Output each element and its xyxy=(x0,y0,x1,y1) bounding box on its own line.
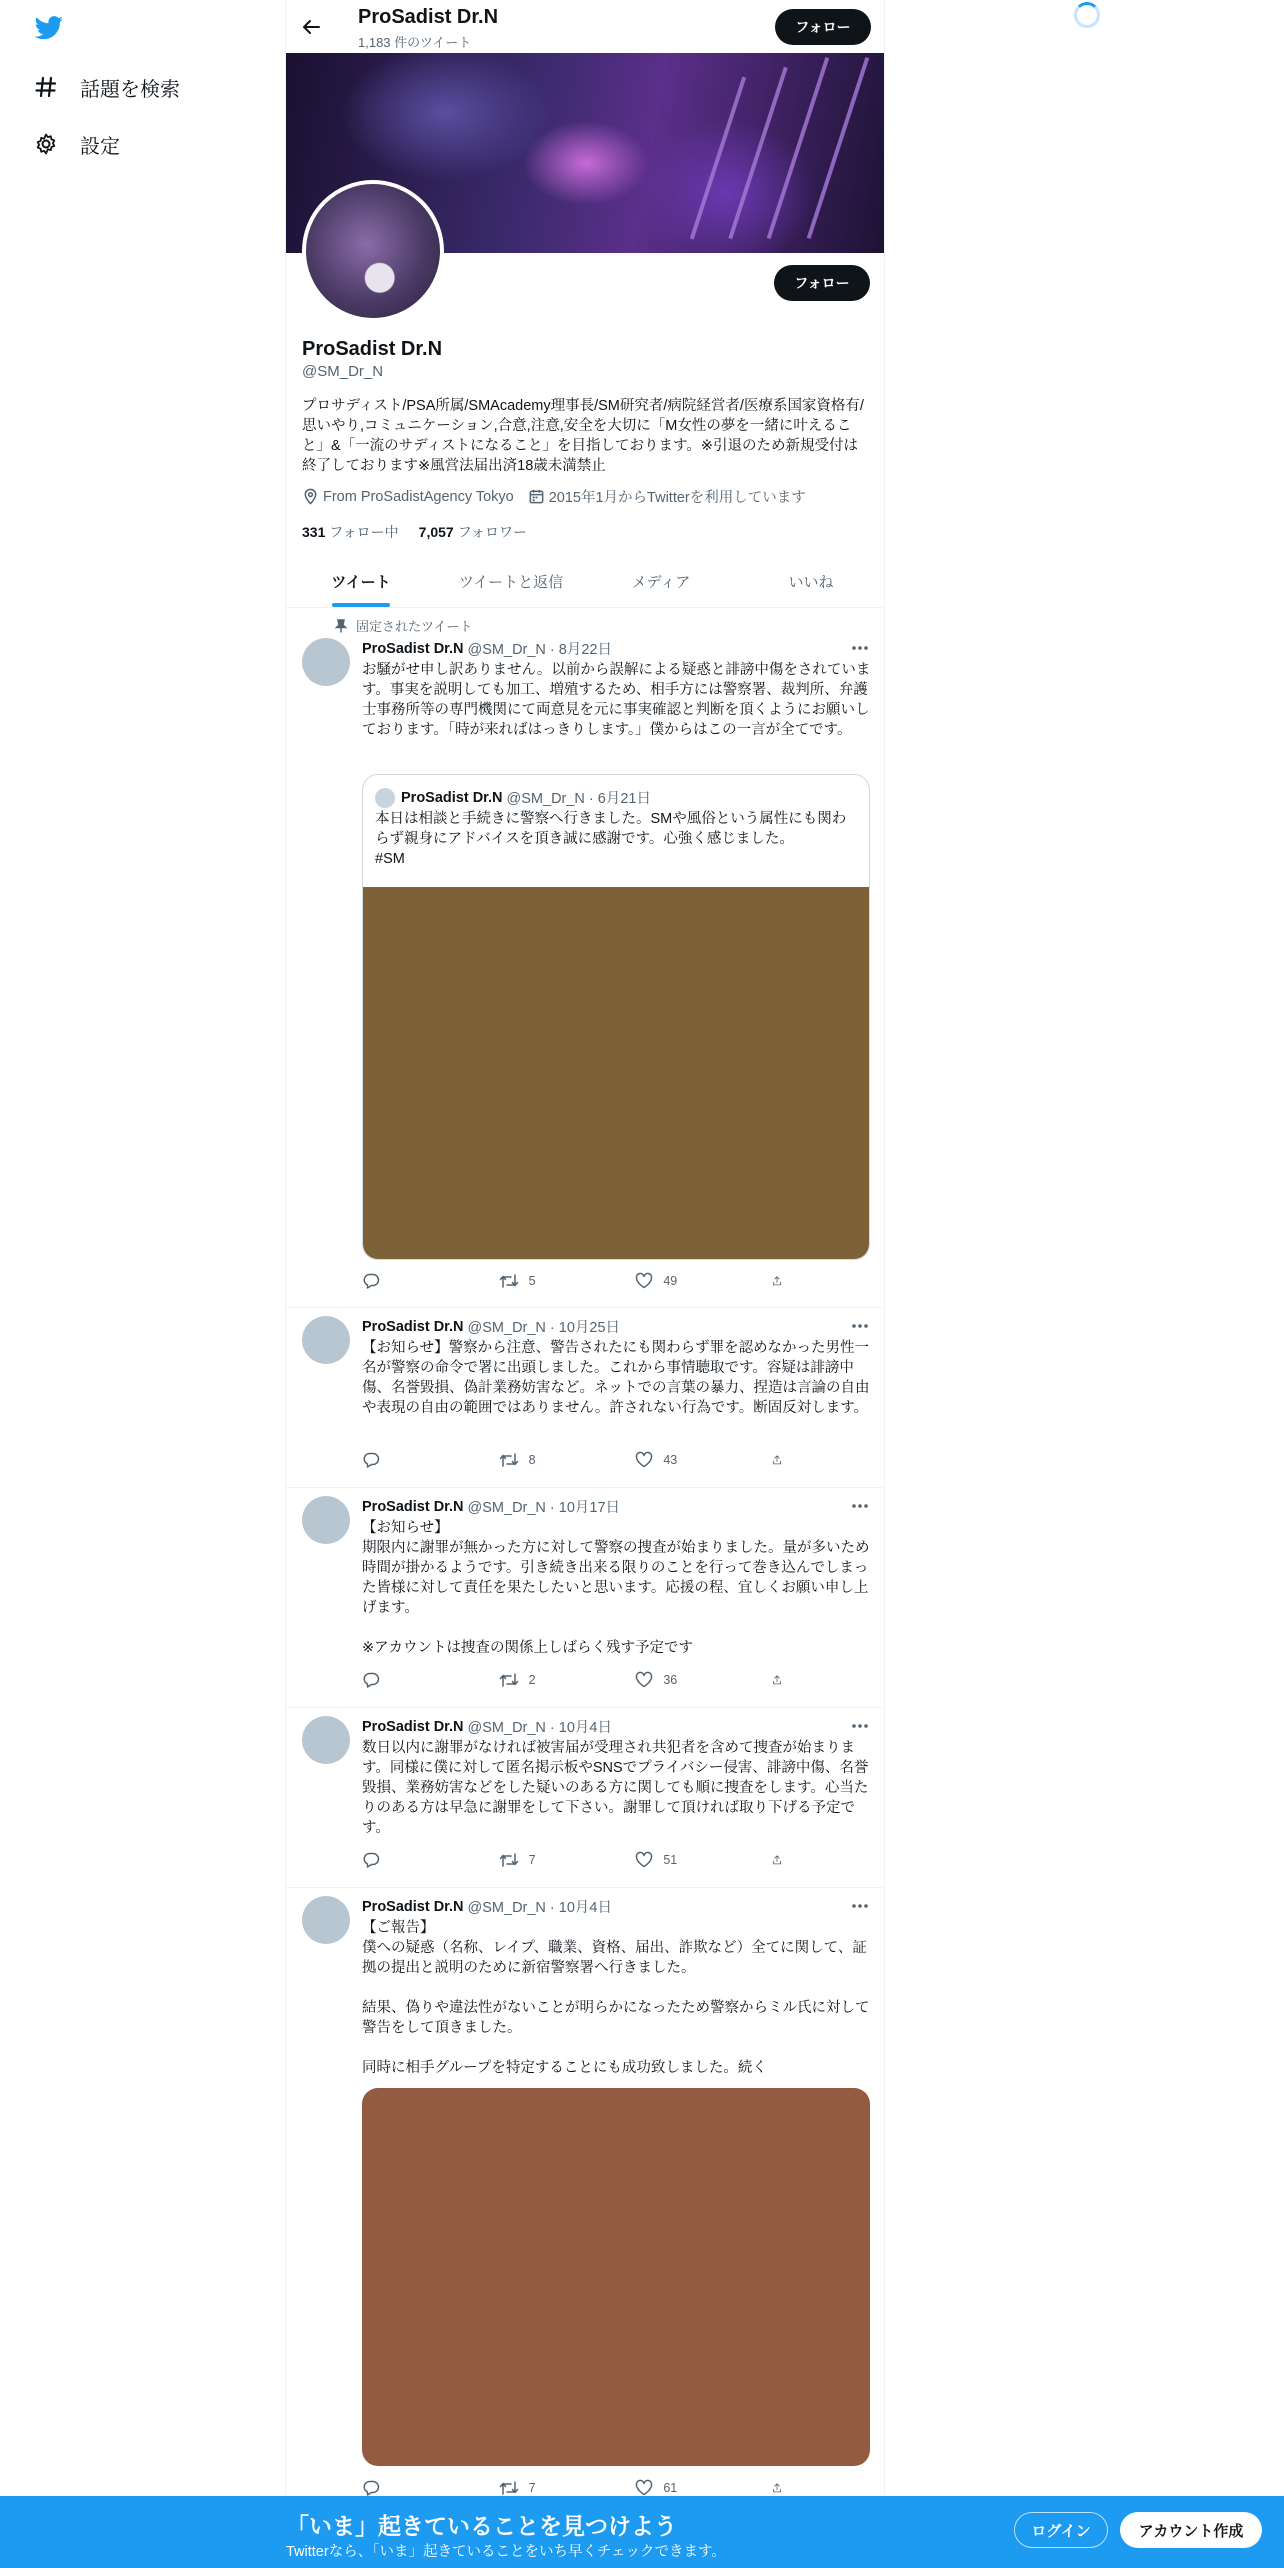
tweet-header xyxy=(362,1496,620,1517)
retweet-button[interactable] xyxy=(499,1271,599,1291)
profile-column xyxy=(285,0,885,2568)
reply-button[interactable] xyxy=(362,1271,462,1291)
followers-label: フォロワー xyxy=(457,524,528,540)
quoted-tweet-avatar xyxy=(375,788,395,808)
reply-icon xyxy=(362,2479,380,2497)
nav-explore[interactable] xyxy=(34,67,180,107)
profile-bio: プロサディスト/PSA所属/SMAcademy理事長/SM研究者/病院経営者/医療系国家資格有/思いやり,コミュニケーション,合意,注意,安全を大切に「M女性の夢を一緒に叶えること」&「一流のサディストになること」を目指しております。※引退のため新規受付は終了しております※風営法届出済18歳未満禁止 xyxy=(302,398,864,474)
more-options-icon[interactable] xyxy=(850,1496,870,1516)
tab-tweets[interactable]: ツイート xyxy=(286,555,436,607)
share-button[interactable] xyxy=(772,1450,792,1470)
header-follow-button[interactable]: フォロー xyxy=(775,9,871,45)
tweet-item[interactable] xyxy=(286,1708,885,1888)
retweet-icon xyxy=(499,2479,519,2497)
location-pin-icon xyxy=(302,488,319,505)
tweet-handle-date[interactable]: @SM_Dr_N · 8月22日 xyxy=(467,642,612,658)
tweet-text: お騒がせ申し訳ありません。以前から誤解による疑惑と誹謗中傷をされています。事実を説明しても加工、増殖するため、相手方には警察署、裁判所、弁護士事務所等の専門機関にて両意見を元に事実確認と判断を頂くようにお願いしております。「時が来ればはっきりします。」僕からはこの一言が全てです。 xyxy=(362,662,871,738)
tweet-handle-date[interactable]: @SM_Dr_N · 10月17日 xyxy=(467,1500,621,1516)
header-profile-name: ProSadist Dr.N xyxy=(358,6,499,28)
share-button[interactable] xyxy=(772,1271,792,1291)
pin-icon xyxy=(334,619,348,633)
share-icon xyxy=(772,1671,782,1689)
loading-spinner-icon xyxy=(1074,2,1100,28)
profile-tabs xyxy=(286,555,885,608)
tweet-avatar[interactable] xyxy=(302,1496,350,1544)
tweet-actions xyxy=(362,2478,792,2498)
tab-likes[interactable]: いいね xyxy=(788,573,834,591)
profile-stats xyxy=(302,522,547,542)
more-options-icon[interactable] xyxy=(850,638,870,658)
share-button[interactable] xyxy=(772,1670,792,1690)
retweet-count: 2 xyxy=(528,1673,536,1687)
hashtag-icon xyxy=(34,75,58,99)
more-options-icon[interactable] xyxy=(850,1896,870,1916)
like-count: 61 xyxy=(663,2481,678,2495)
like-count: 43 xyxy=(663,1453,678,1467)
tweet-avatar[interactable] xyxy=(302,638,350,686)
like-button[interactable] xyxy=(635,1450,735,1470)
heart-icon xyxy=(635,1272,653,1290)
reply-button[interactable] xyxy=(362,2478,462,2498)
nav-settings-label: 設定 xyxy=(80,135,120,158)
profile-avatar[interactable] xyxy=(302,180,444,322)
tweet-text: 【お知らせ】 期限内に謝罪が無かった方に対して警察の捜査が始まりました。量が多いため時間が掛かるようです。引き続き出来る限りのことを行って巻き込んでしまった皆様に対して責任を果たしたいと思います。応援の程、宜しくお願い申し上げます。 ※アカウントは捜査の関係上しばらく残す予定です xyxy=(362,1520,870,1656)
share-icon xyxy=(772,1272,782,1290)
profile-name: ProSadist Dr.N xyxy=(302,338,443,360)
profile-joined xyxy=(528,486,806,507)
profile-handle: @SM_Dr_N xyxy=(302,363,384,380)
reply-button[interactable] xyxy=(362,1670,462,1690)
retweet-count: 7 xyxy=(528,1853,536,1867)
tweet-avatar[interactable] xyxy=(302,1896,350,1944)
retweet-button[interactable] xyxy=(499,1850,599,1870)
quoted-author-name: ProSadist Dr.N xyxy=(401,789,503,806)
tweet-item[interactable] xyxy=(286,1308,885,1488)
tweet-avatar[interactable] xyxy=(302,1316,350,1364)
share-button[interactable] xyxy=(772,2478,792,2498)
tweet-header xyxy=(362,1716,612,1737)
like-button[interactable] xyxy=(635,2478,735,2498)
like-count: 51 xyxy=(663,1853,678,1867)
pinned-indicator xyxy=(334,616,472,635)
pinned-label: 固定されたツイート xyxy=(356,619,473,634)
tweet-author-name[interactable]: ProSadist Dr.N xyxy=(362,1318,464,1335)
share-button[interactable] xyxy=(772,1850,792,1870)
tweet-avatar[interactable] xyxy=(302,1716,350,1764)
quoted-handle-date: @SM_Dr_N · 6月21日 xyxy=(506,791,651,807)
tweet-author-name[interactable]: ProSadist Dr.N xyxy=(362,1718,464,1735)
retweet-icon xyxy=(499,1451,519,1469)
reply-icon xyxy=(362,1851,380,1869)
following-count: 331 xyxy=(302,524,326,540)
tab-tweets-and-replies[interactable]: ツイートと返信 xyxy=(458,573,564,591)
profile-joined-text: 2015年1月からTwitterを利用しています xyxy=(548,490,806,506)
tweet-actions xyxy=(362,1271,792,1291)
tweet-item[interactable] xyxy=(286,1888,885,2508)
like-button[interactable] xyxy=(635,1850,735,1870)
tweet-media[interactable] xyxy=(362,2088,870,2466)
tweet-header xyxy=(362,1316,620,1337)
gear-icon xyxy=(34,132,58,156)
signup-button[interactable]: アカウント作成 xyxy=(1120,2512,1262,2548)
follow-button[interactable]: フォロー xyxy=(774,265,870,301)
profile-location xyxy=(302,488,514,505)
heart-icon xyxy=(635,1451,653,1469)
tweet-author-name[interactable]: ProSadist Dr.N xyxy=(362,1898,464,1915)
retweet-icon xyxy=(499,1671,519,1689)
followers-count: 7,057 xyxy=(418,524,454,540)
left-sidebar xyxy=(0,0,286,200)
twitter-bird-icon[interactable] xyxy=(34,16,64,40)
signup-banner-title: 「いま」起きていることを見つけよう xyxy=(286,2513,677,2539)
like-button[interactable] xyxy=(635,1271,735,1291)
quoted-tweet-text: 本日は相談と手続きに警察へ行きました。SMや風俗という属性にも関わらず親身にアドバイスを頂き誠に感謝です。心強く感じました。 #SM xyxy=(375,811,847,867)
tweet-author-name[interactable]: ProSadist Dr.N xyxy=(362,640,464,657)
tab-media[interactable]: メディア xyxy=(631,573,691,591)
retweet-button[interactable] xyxy=(499,2478,599,2498)
heart-icon xyxy=(635,1851,653,1869)
profile-location-text: From ProSadistAgency Tokyo xyxy=(323,488,514,505)
tweet-header xyxy=(362,1896,612,1917)
following-label: フォロー中 xyxy=(329,524,399,540)
reply-icon xyxy=(362,1671,380,1689)
share-icon xyxy=(772,1451,782,1469)
quoted-tweet-media[interactable] xyxy=(363,887,870,1259)
tweet-handle-date[interactable]: @SM_Dr_N · 10月4日 xyxy=(467,1720,612,1736)
tweet-item[interactable] xyxy=(286,1488,885,1708)
login-button[interactable]: ログイン xyxy=(1014,2512,1108,2548)
more-options-icon[interactable] xyxy=(850,1316,870,1336)
share-icon xyxy=(772,1851,782,1869)
quoted-tweet[interactable] xyxy=(362,774,870,1260)
like-count: 49 xyxy=(663,1274,678,1288)
tweet-handle-date[interactable]: @SM_Dr_N · 10月25日 xyxy=(467,1320,621,1336)
reply-icon xyxy=(362,1451,380,1469)
tweet-text: 【お知らせ】警察から注意、警告されたにも関わらず罪を認めなかった男性一名が警察の命令で署に出頭しました。これから事情聴取です。容疑は誹謗中傷、名誉毀損、偽計業務妨害など。ネットでの言葉の暴力、捏造は言論の自由や表現の自由の範囲ではありません。許されない行為です。断固反対します。 xyxy=(362,1340,870,1416)
more-options-icon[interactable] xyxy=(850,1716,870,1736)
signup-banner-subtitle: Twitterなら、「いま」起きていることをいち早くチェックできます。 xyxy=(286,2544,726,2560)
tweet-actions xyxy=(362,1850,792,1870)
quoted-tweet-header xyxy=(375,787,651,808)
like-count: 36 xyxy=(663,1673,678,1687)
tweet-handle-date[interactable]: @SM_Dr_N · 10月4日 xyxy=(467,1900,612,1916)
retweet-count: 7 xyxy=(528,2481,536,2495)
heart-icon xyxy=(635,1671,653,1689)
header-tweet-count: 1,183 件のツイート xyxy=(358,35,472,50)
reply-button[interactable] xyxy=(362,1850,462,1870)
reply-icon xyxy=(362,1272,380,1290)
retweet-count: 8 xyxy=(528,1453,536,1467)
tweet-text: 【ご報告】 僕への疑惑（名称、レイプ、職業、資格、届出、詐欺など）全てに関して、証拠の提出と説明のために新宿警察署へ行きました。 結果、偽りや違法性がないことが明らかになったため警察からミル氏に対して警告をして頂きました。 同時に相手グループを特定することにも成功致しました。続く xyxy=(362,1920,870,2076)
retweet-button[interactable] xyxy=(499,1450,599,1470)
signup-banner xyxy=(0,2496,1284,2568)
followers-link[interactable] xyxy=(419,522,527,542)
retweet-icon xyxy=(499,1851,519,1869)
heart-icon xyxy=(635,2479,653,2497)
share-icon xyxy=(772,2479,782,2497)
tweet-author-name[interactable]: ProSadist Dr.N xyxy=(362,1498,464,1515)
tweet-actions xyxy=(362,1670,792,1690)
retweet-count: 5 xyxy=(528,1274,536,1288)
following-link[interactable] xyxy=(302,522,399,542)
retweet-icon xyxy=(499,1272,519,1290)
tweet-actions xyxy=(362,1450,792,1470)
calendar-icon xyxy=(528,488,545,505)
nav-explore-label: 話題を検索 xyxy=(80,78,180,101)
back-arrow-icon[interactable] xyxy=(298,14,324,40)
like-button[interactable] xyxy=(635,1670,735,1690)
retweet-button[interactable] xyxy=(499,1670,599,1690)
tweet-header xyxy=(362,638,612,659)
nav-settings[interactable] xyxy=(34,124,120,164)
tweet-item[interactable] xyxy=(286,608,885,1308)
reply-button[interactable] xyxy=(362,1450,462,1470)
profile-meta xyxy=(302,486,820,507)
profile-header-bar xyxy=(286,0,885,53)
tweet-text: 数日以内に謝罪がなければ被害届が受理され共犯者を含めて捜査が始まります。同様に僕に対して匿名掲示板やSNSでプライバシー侵害、誹謗中傷、名誉毀損、業務妨害などをした疑いのある方に関しても順に捜査をします。心当たりのある方は早急に謝罪をして下さい。謝罪して頂ければ取り下げる予定です。 xyxy=(362,1740,869,1836)
